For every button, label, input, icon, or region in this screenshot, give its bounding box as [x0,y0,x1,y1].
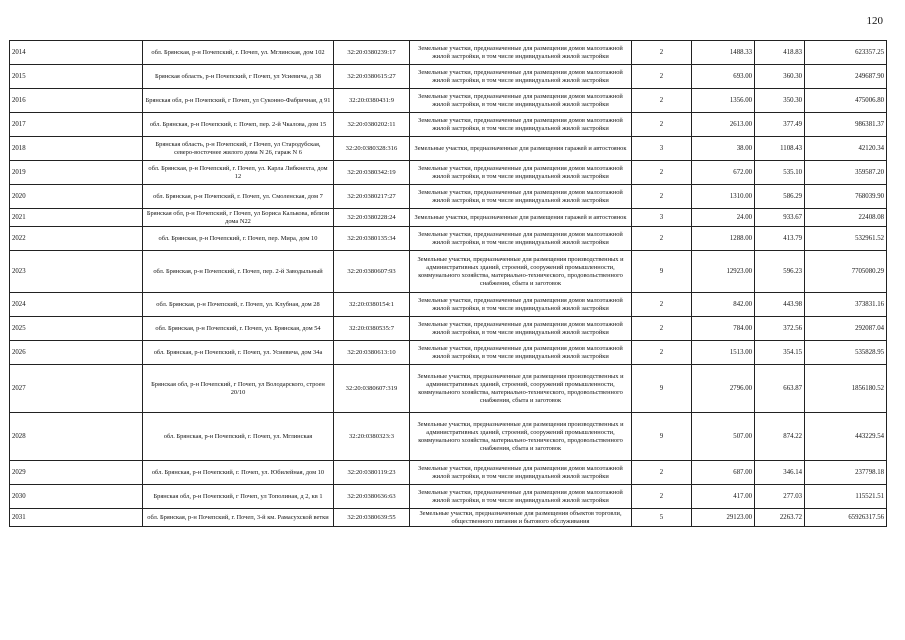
table-row [10,485,887,509]
table-row [10,365,887,413]
cadastral-number-cell: 32:20:0380639:55 [334,509,410,527]
table-row [10,113,887,137]
area-cell: 687.00 [692,461,755,485]
area-cell: 1488.33 [692,41,755,65]
table-row [10,293,887,317]
specific-value-cell: 418.83 [755,41,805,65]
land-use-cell: Земельные участки, предназначенные для размещения домов малоэтажной жилой застройки, в том числе индивидуальной жилой застройки [410,293,632,317]
area-cell: 29123.00 [692,509,755,527]
area-cell: 2796.00 [692,365,755,413]
land-use-cell: Земельные участки, предназначенные для размещения производственных и административных зданий, строений, сооружений промышленности, коммунального хозяйства, материально-технического, продовольственного снабжения, сбыта и заготовок [410,251,632,293]
table-row [10,185,887,209]
address-cell: обл. Брянская, р-н Почепский, г. Почеп, ул. Мглинская, дом 102 [143,41,334,65]
specific-value-cell: 1108.43 [755,137,805,161]
row-number-cell: 2018 [10,137,143,161]
row-number-cell: 2031 [10,509,143,527]
group-cell: 2 [632,185,692,209]
specific-value-cell: 372.56 [755,317,805,341]
land-use-cell: Земельные участки, предназначенные для размещения домов малоэтажной жилой застройки, в том числе индивидуальной жилой застройки [410,485,632,509]
area-cell: 38.00 [692,137,755,161]
address-cell: обл. Брянская, р-н Почепский, г. Почеп, ул. Юбилейная, дом 10 [143,461,334,485]
land-use-cell: Земельные участки, предназначенные для размещения домов малоэтажной жилой застройки, в том числе индивидуальной жилой застройки [410,185,632,209]
land-use-cell: Земельные участки, предназначенные для размещения домов малоэтажной жилой застройки, в том числе индивидуальной жилой застройки [410,89,632,113]
table-row [10,461,887,485]
specific-value-cell: 535.10 [755,161,805,185]
address-cell: обл. Брянская, р-н Почепский, г. Почеп, пер. Мира, дом 10 [143,227,334,251]
area-cell: 507.00 [692,413,755,461]
cadastral-number-cell: 32:20:0380328:316 [334,137,410,161]
row-number-cell: 2022 [10,227,143,251]
row-number-cell: 2015 [10,65,143,89]
address-cell: обл. Брянская, р-н Почепский, г. Почеп, ул. Клубная, дом 28 [143,293,334,317]
group-cell: 2 [632,341,692,365]
group-cell: 2 [632,317,692,341]
cadastral-value-cell: 237798.18 [805,461,887,485]
land-use-cell: Земельные участки, предназначенные для размещения домов малоэтажной жилой застройки, в том числе индивидуальной жилой застройки [410,461,632,485]
group-cell: 9 [632,413,692,461]
address-cell: Брянская обл, р-н Почепский, г Почеп, ул Володарского, строен 20/10 [143,365,334,413]
area-cell: 672.00 [692,161,755,185]
group-cell: 2 [632,293,692,317]
area-cell: 1513.00 [692,341,755,365]
cadastral-value-cell: 42120.34 [805,137,887,161]
land-use-cell: Земельные участки, предназначенные для размещения объектов торговли, общественного питания и бытового обслуживания [410,509,632,527]
row-number-cell: 2020 [10,185,143,209]
land-use-cell: Земельные участки, предназначенные для размещения домов малоэтажной жилой застройки, в том числе индивидуальной жилой застройки [410,227,632,251]
area-cell: 1288.00 [692,227,755,251]
table-row [10,89,887,113]
group-cell: 2 [632,65,692,89]
table-row [10,341,887,365]
cadastral-value-cell: 475006.80 [805,89,887,113]
table-row [10,65,887,89]
table-row [10,161,887,185]
area-cell: 2613.00 [692,113,755,137]
group-cell: 2 [632,41,692,65]
group-cell: 2 [632,227,692,251]
cadastral-number-cell: 32:20:0380607:319 [334,365,410,413]
address-cell: обл. Брянская, р-н Почепский, г. Почеп, ул. Карла Либкнехта, дом 12 [143,161,334,185]
cadastral-value-cell: 359587.20 [805,161,887,185]
specific-value-cell: 346.14 [755,461,805,485]
cadastral-number-cell: 32:20:0380607:93 [334,251,410,293]
cadastral-number-cell: 32:20:0380217:27 [334,185,410,209]
land-use-cell: Земельные участки, предназначенные для размещения домов малоэтажной жилой застройки, в том числе индивидуальной жилой застройки [410,113,632,137]
address-cell: Брянская обл, р-н Почепский, г Почеп, ул Тополиная, д 2, кв 1 [143,485,334,509]
row-number-cell: 2016 [10,89,143,113]
group-cell: 3 [632,137,692,161]
group-cell: 2 [632,485,692,509]
group-cell: 2 [632,161,692,185]
table-row [10,413,887,461]
cadastral-number-cell: 32:20:0380613:10 [334,341,410,365]
land-use-cell: Земельные участки, предназначенные для размещения домов малоэтажной жилой застройки, в том числе индивидуальной жилой застройки [410,161,632,185]
cadastral-number-cell: 32:20:0380431:9 [334,89,410,113]
table-row [10,227,887,251]
address-cell: обл. Брянская, р-н Почепский, г. Почеп, ул. Мглинская [143,413,334,461]
group-cell: 9 [632,365,692,413]
address-cell: Брянская область, р-н Почепский, г Почеп, ул Стародубская, северо-восточнее жилого дома N 26, гараж N 6 [143,137,334,161]
cadastral-number-cell: 32:20:0380202:11 [334,113,410,137]
address-cell: Брянская область, р-н Почепский, г Почеп, ул Усиевича, д 38 [143,65,334,89]
row-number-cell: 2030 [10,485,143,509]
address-cell: обл. Брянская, р-н Почепский, г. Почеп, ул. Смоленская, дом 7 [143,185,334,209]
cadastral-number-cell: 32:20:0380323:3 [334,413,410,461]
cadastral-value-cell: 768039.90 [805,185,887,209]
cadastral-value-cell: 115521.51 [805,485,887,509]
cadastral-value-cell: 22408.08 [805,209,887,227]
group-cell: 5 [632,509,692,527]
cadastral-number-cell: 32:20:0380535:7 [334,317,410,341]
cadastral-value-cell: 1856180.52 [805,365,887,413]
table-row [10,209,887,227]
cadastral-value-cell: 532961.52 [805,227,887,251]
land-use-cell: Земельные участки, предназначенные для размещения производственных и административных зданий, строений, сооружений промышленности, коммунального хозяйства, материально-технического, продовольственного снабжения, сбыта и заготовок [410,413,632,461]
specific-value-cell: 413.79 [755,227,805,251]
land-use-cell: Земельные участки, предназначенные для размещения домов малоэтажной жилой застройки, в том числе индивидуальной жилой застройки [410,41,632,65]
specific-value-cell: 586.29 [755,185,805,209]
address-cell: обл. Брянская, р-н Почепский, г. Почеп, пер. 2-й Заводыльный [143,251,334,293]
cadastral-value-cell: 65926317.56 [805,509,887,527]
page-number: 120 [866,15,883,27]
row-number-cell: 2023 [10,251,143,293]
row-number-cell: 2014 [10,41,143,65]
cadastral-number-cell: 32:20:0380239:17 [334,41,410,65]
address-cell: Брянская обл, р-н Почепский, г Почеп, ул Суконно-Фабричная, д 91 [143,89,334,113]
row-number-cell: 2029 [10,461,143,485]
address-cell: обл. Брянская, р-н Почепский, г. Почеп, пер. 2-й Чкалова, дом 15 [143,113,334,137]
cadastral-number-cell: 32:20:0380228:24 [334,209,410,227]
cadastral-number-cell: 32:20:0380119:23 [334,461,410,485]
cadastral-value-cell: 7705080.29 [805,251,887,293]
land-use-cell: Земельные участки, предназначенные для размещения домов малоэтажной жилой застройки, в том числе индивидуальной жилой застройки [410,341,632,365]
row-number-cell: 2026 [10,341,143,365]
specific-value-cell: 354.15 [755,341,805,365]
land-use-cell: Земельные участки, предназначенные для размещения производственных и административных зданий, строений, сооружений промышленности, коммунального хозяйства, материально-технического, продовольственного снабжения, сбыта и заготовок [410,365,632,413]
land-use-cell: Земельные участки, предназначенные для размещения домов малоэтажной жилой застройки, в том числе индивидуальной жилой застройки [410,317,632,341]
specific-value-cell: 350.30 [755,89,805,113]
specific-value-cell: 874.22 [755,413,805,461]
cadastral-number-cell: 32:20:0380342:19 [334,161,410,185]
cadastral-value-cell: 623357.25 [805,41,887,65]
cadastral-value-cell: 986381.37 [805,113,887,137]
land-use-cell: Земельные участки, предназначенные для размещения гаражей и автостоянок [410,137,632,161]
cadastral-value-cell: 535828.95 [805,341,887,365]
cadastral-value-cell: 373831.16 [805,293,887,317]
cadastral-value-cell: 249687.90 [805,65,887,89]
table-row [10,137,887,161]
row-number-cell: 2025 [10,317,143,341]
specific-value-cell: 377.49 [755,113,805,137]
specific-value-cell: 2263.72 [755,509,805,527]
land-use-cell: Земельные участки, предназначенные для размещения гаражей и автостоянок [410,209,632,227]
area-cell: 784.00 [692,317,755,341]
land-registry-table [9,40,887,527]
specific-value-cell: 443.98 [755,293,805,317]
address-cell: Брянская обл, р-н Почепский, г Почеп, ул Бориса Калькова, вблизи дома N22 [143,209,334,227]
specific-value-cell: 360.30 [755,65,805,89]
group-cell: 2 [632,113,692,137]
address-cell: обл. Брянская, р-н Почепский, г. Почеп, ул. Усиевича, дом 34а [143,341,334,365]
specific-value-cell: 663.87 [755,365,805,413]
row-number-cell: 2028 [10,413,143,461]
cadastral-number-cell: 32:20:0380636:63 [334,485,410,509]
area-cell: 24.00 [692,209,755,227]
group-cell: 2 [632,89,692,113]
cadastral-number-cell: 32:20:0380615:27 [334,65,410,89]
table-row [10,317,887,341]
address-cell: обл. Брянская, р-н Почепский, г. Почеп, 3-й км. Рамасухской ветки [143,509,334,527]
row-number-cell: 2021 [10,209,143,227]
area-cell: 12923.00 [692,251,755,293]
address-cell: обл. Брянская, р-н Почепский, г. Почеп, ул. Брянская, дом 54 [143,317,334,341]
area-cell: 1310.00 [692,185,755,209]
cadastral-value-cell: 292087.04 [805,317,887,341]
row-number-cell: 2017 [10,113,143,137]
specific-value-cell: 277.03 [755,485,805,509]
land-use-cell: Земельные участки, предназначенные для размещения домов малоэтажной жилой застройки, в том числе индивидуальной жилой застройки [410,65,632,89]
table-row [10,251,887,293]
row-number-cell: 2019 [10,161,143,185]
area-cell: 417.00 [692,485,755,509]
row-number-cell: 2027 [10,365,143,413]
specific-value-cell: 933.67 [755,209,805,227]
group-cell: 2 [632,461,692,485]
table-body [10,41,887,527]
area-cell: 693.00 [692,65,755,89]
table-row [10,41,887,65]
cadastral-number-cell: 32:20:0380154:1 [334,293,410,317]
table-row [10,509,887,527]
area-cell: 842.00 [692,293,755,317]
cadastral-number-cell: 32:20:0380135:34 [334,227,410,251]
row-number-cell: 2024 [10,293,143,317]
group-cell: 9 [632,251,692,293]
area-cell: 1356.00 [692,89,755,113]
cadastral-value-cell: 443229.54 [805,413,887,461]
group-cell: 3 [632,209,692,227]
specific-value-cell: 596.23 [755,251,805,293]
